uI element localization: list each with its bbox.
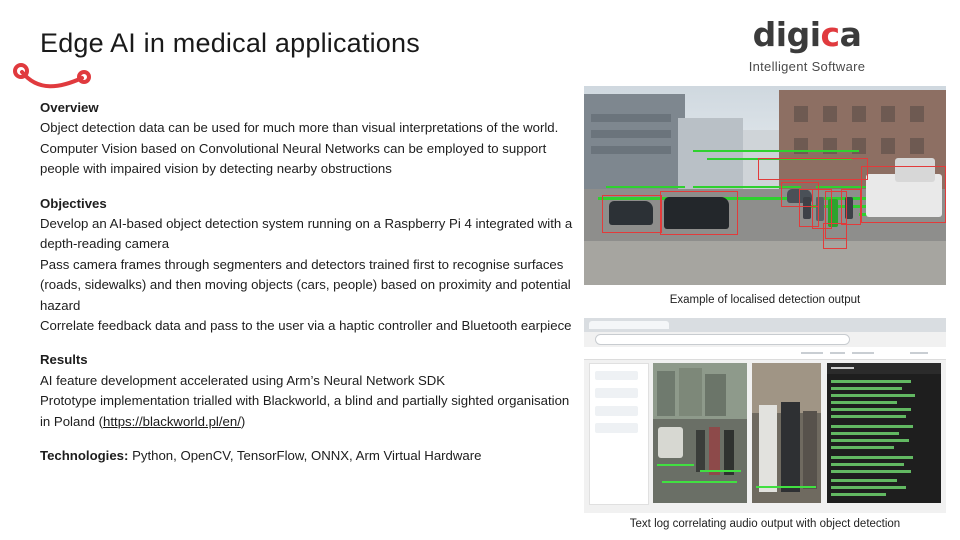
- logo-text-part1: digi: [752, 15, 821, 54]
- slide-body-text: [40, 98, 580, 467]
- objective-item-2: Pass camera frames through segmenters and detectors trained first to recognise surfaces (roads, sidewalks) and then moving objects (cars, people) based on proximity and potential hazard: [40, 256, 571, 313]
- overview-heading: Overview: [40, 100, 99, 115]
- logo-wordmark: [752, 15, 862, 54]
- objective-item-3: Correlate feedback data and pass to the user via a haptic controller and Bluetooth earpiece: [40, 318, 572, 334]
- logo-tagline: Intelligent Software: [748, 59, 866, 74]
- results-item-2-prefix: Prototype implementation trialled with Blackworld, a blind and partially sighted organisation in Poland (: [40, 393, 570, 429]
- company-logo: [692, 15, 922, 74]
- blackworld-link[interactable]: https://blackworld.pl/en/: [103, 413, 241, 429]
- technologies-line: [40, 446, 580, 466]
- objectives-heading: Objectives: [40, 195, 107, 211]
- detection-box: [861, 166, 946, 224]
- results-item-1: AI feature development accelerated using Arm’s Neural Network SDK: [40, 372, 446, 388]
- detection-box: [660, 191, 738, 235]
- logo-accent-letter: c: [820, 15, 840, 54]
- text-log-screenshot-image: [584, 318, 946, 513]
- technologies-value: Python, OpenCV, TensorFlow, ONNX, Arm Virtual Hardware: [128, 448, 482, 464]
- logo-text-part2: a: [839, 15, 862, 54]
- overview-paragraph: Object detection data can be used for much more than visual interpretations of the world. Computer Vision based on Convolutional Neural Networks can be employed to support people with impaired vision by detecting nearby obstructions: [40, 120, 559, 177]
- figure-1-caption: Example of localised detection output: [669, 294, 861, 306]
- results-item-2-suffix: ): [240, 413, 246, 429]
- results-heading: Results: [40, 352, 88, 368]
- detection-output-image: [584, 86, 946, 285]
- page-title: Edge AI in medical applications: [40, 28, 420, 58]
- technologies-label: Technologies:: [40, 448, 129, 464]
- detection-box: [602, 195, 662, 233]
- results-item-2: [40, 391, 580, 432]
- detection-box: [758, 158, 869, 180]
- detection-box: [841, 189, 861, 225]
- red-squiggle-decoration: [12, 62, 102, 92]
- objective-item-1: Develop an AI-based object detection system running on a Raspberry Pi 4 integrated with a depth-reading camera: [40, 216, 573, 252]
- console-log-panel: [827, 363, 941, 503]
- figure-2-caption: Text log correlating audio output with object detection: [629, 518, 901, 530]
- detection-box: [823, 223, 847, 249]
